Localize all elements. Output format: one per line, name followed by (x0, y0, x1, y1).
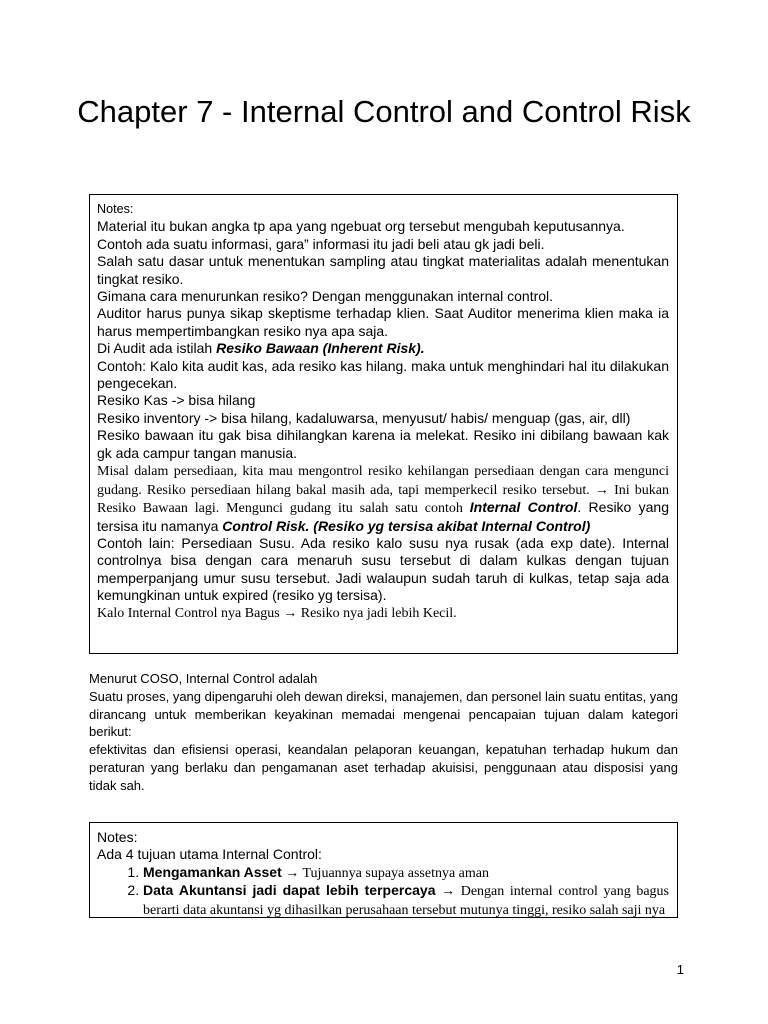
notes-heading: Notes: (97, 202, 134, 216)
page-number: 1 (676, 962, 684, 977)
internal-control-term: Internal Control (469, 499, 578, 516)
note-paragraph: Resiko inventory -> bisa hilang, kadaluwarsa, menyusut/ habis/ menguap (gas, air, dll) (97, 409, 631, 426)
objective-desc: → Tujuannya supaya assetnya aman (281, 865, 489, 881)
notes-intro: Ada 4 tujuan utama Internal Control: (97, 846, 322, 863)
list-item (143, 882, 669, 918)
inherent-risk-term: Resiko Bawaan (Inherent Risk). (216, 340, 425, 357)
note-paragraph (97, 340, 669, 357)
notes-box (89, 194, 678, 654)
note-text: Misal dalam persediaan, kita mau mengontrol resiko kehilangan persediaan dengan cara mengunci gudang. Resiko persediaan hilang bakal masih ada, tapi memperkecil resiko tersebut. → Ini bukan Resiko Bawaan lagi. Mengunci gudang itu salah satu contoh (97, 464, 669, 517)
objective-title: Mengamankan Asset (143, 863, 282, 880)
coso-paragraph: efektivitas dan efisiensi operasi, keandalan pelaporan keuangan, kepatuhan terhadap hukum dan peraturan yang berlaku dan pengamanan aset terhadap akuisisi, penggunaan atau disposisi yang tidak sah. (89, 742, 678, 793)
note-paragraph: Resiko Kas -> bisa hilang (97, 392, 256, 409)
page-title: Chapter 7 - Internal Control and Control Risk (77, 94, 691, 129)
objective-desc: → Dengan internal control yang bagus berarti data akuntansi yg dihasilkan perusahaan tersebut mutunya tinggi, resiko salah saji nya (143, 884, 670, 918)
note-paragraph: Resiko bawaan itu gak bisa dihilangkan karena ia melekat. Resiko ini dibilang bawaan kak gk ada campur tangan manusia. (97, 427, 669, 461)
objective-title: Data Akuntansi jadi dapat lebih terpercaya (143, 882, 436, 899)
notes-heading: Notes: (97, 829, 138, 845)
note-paragraph (97, 462, 669, 535)
control-risk-term: Control Risk. (Resiko yg tersisa akibat Internal Control) (222, 517, 591, 534)
coso-paragraph: Suatu proses, yang dipengaruhi oleh dewan direksi, manajemen, dan personel lain suatu entitas, yang dirancang untuk memberikan keyakinan memadai mengenai pencapaian tujuan dalam kategori berikut: (89, 688, 678, 740)
note-paragraph: Kalo Internal Control nya Bagus → Resiko nya jadi lebih Kecil. (97, 605, 457, 621)
note-text: . Resiko yang tersisa itu namanya (97, 499, 669, 534)
list-item (143, 864, 669, 883)
note-paragraph: Contoh: Kalo kita audit kas, ada resiko kas hilang. maka untuk menghindari hal itu dilakukan pengecekan. (97, 357, 669, 392)
note-paragraph: Gimana cara menurunkan resiko? Dengan menggunakan internal control. (97, 288, 554, 305)
note-paragraph: Salah satu dasar untuk menentukan sampling atau tingkat materialitas adalah menentukan tingkat resiko. (97, 253, 669, 287)
note-paragraph: Auditor harus punya sikap skeptisme terhadap klien. Saat Auditor menerima klien maka ia harus mempertimbangkan resiko nya apa saja. (97, 305, 669, 339)
note-paragraph: Material itu bukan angka tp apa yang ngebuat org tersebut mengubah keputusannya. (97, 218, 625, 235)
notes-box-objectives (89, 822, 678, 918)
note-text: Di Audit ada istilah (97, 340, 217, 357)
objectives-list (97, 864, 669, 918)
note-paragraph: Contoh lain: Persediaan Susu. Ada resiko kalo susu nya rusak (ada exp date). Internal controlnya bisa dengan cara menaruh susu tersebut di dalam kulkas dengan tujuan memperpanjang umur susu tersebut. Jadi walaupun sudah taruh di kulkas, tetap saja ada kemungkinan untuk expired (resiko yg tersisa). (97, 535, 669, 604)
coso-heading: Menurut COSO, Internal Control adalah (89, 671, 318, 686)
coso-section (89, 670, 678, 795)
note-paragraph: Contoh ada suatu informasi, gara” informasi itu jadi beli atau gk jadi beli. (97, 235, 545, 252)
